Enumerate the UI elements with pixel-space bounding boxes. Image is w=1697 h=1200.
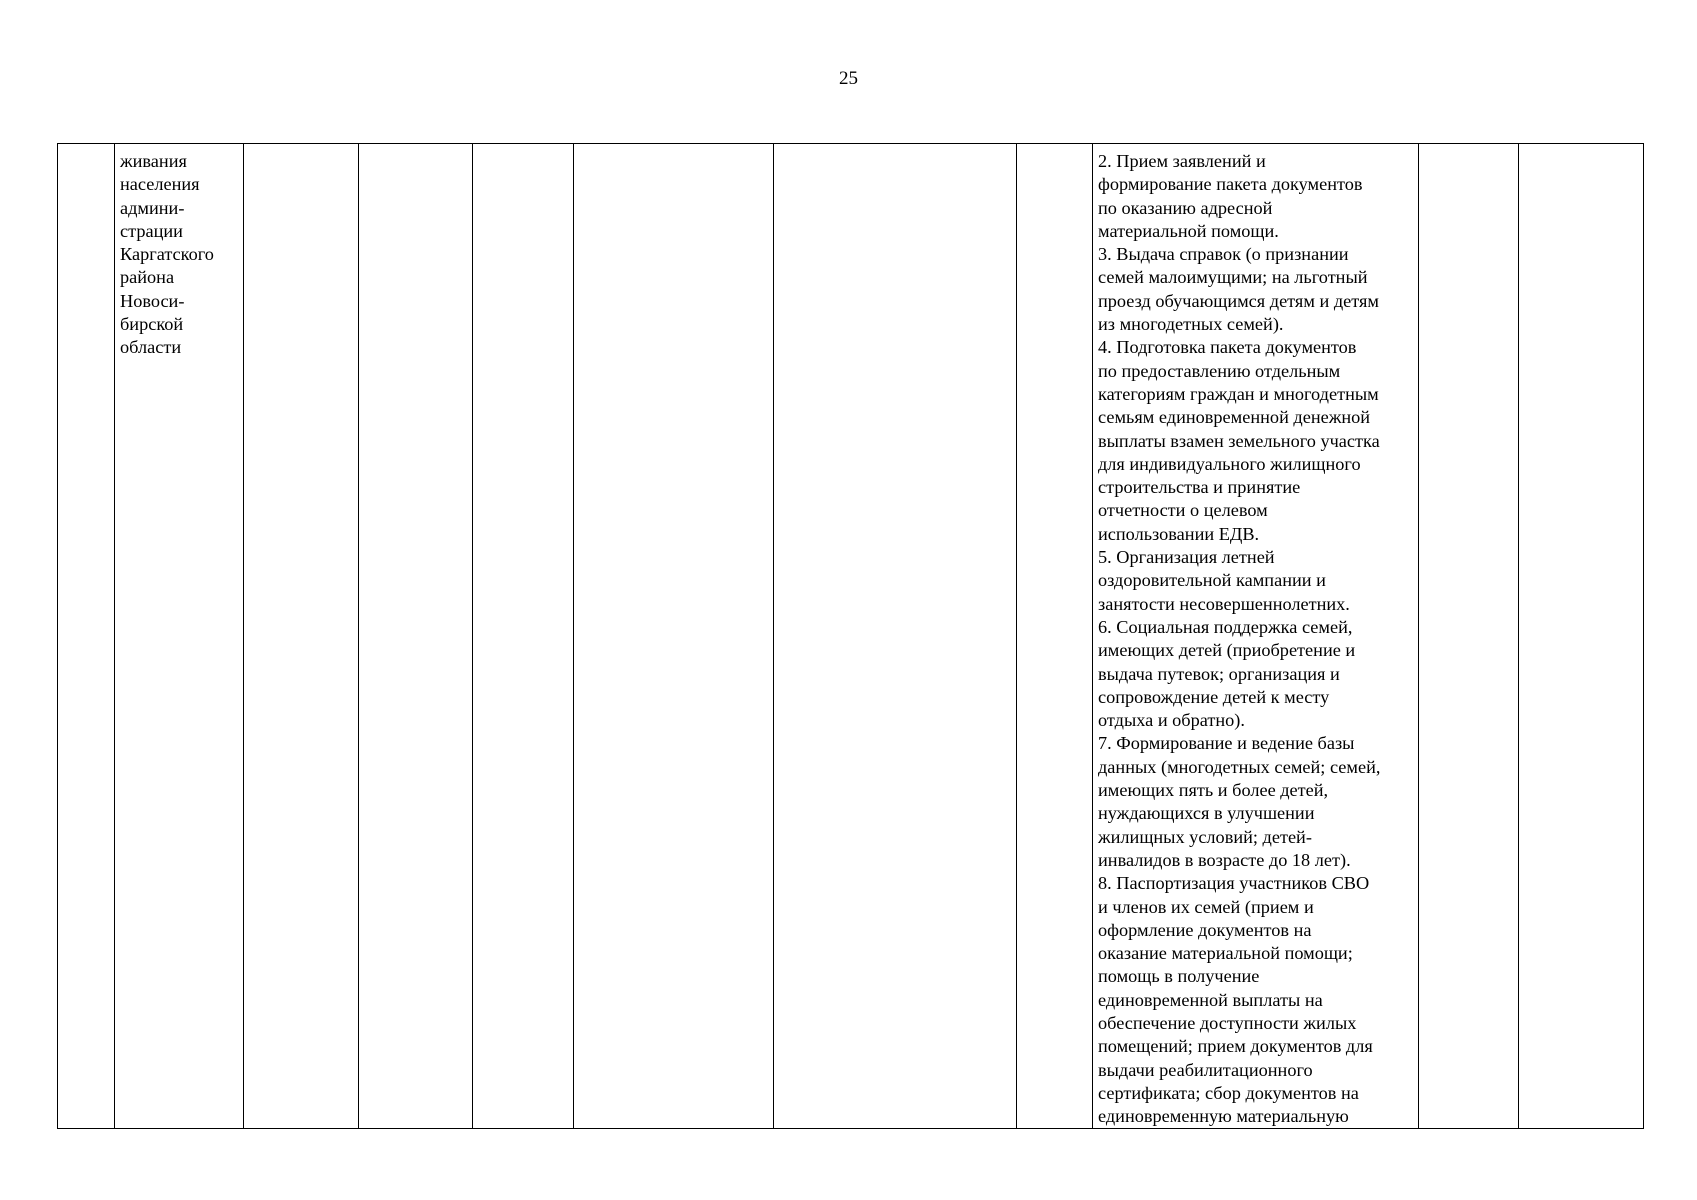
cell-organization: живания населения админи- страции Каргатского района Новоси- бирской области (115, 144, 244, 1129)
page-number: 25 (839, 68, 858, 89)
cell-col-3 (244, 144, 359, 1129)
cell-col-6 (574, 144, 774, 1129)
cell-col-11 (1519, 144, 1644, 1129)
cell-number (58, 144, 115, 1129)
cell-col-5 (473, 144, 574, 1129)
cell-col-8 (1017, 144, 1093, 1129)
cell-col-4 (359, 144, 473, 1129)
cell-col-10 (1419, 144, 1519, 1129)
cell-col-7 (774, 144, 1017, 1129)
cell-functions-list: 2. Прием заявлений и формирование пакета документов по оказанию адресной материальной помощи. 3. Выдача справок (о признании семей малоимущими; на льготный проезд обучающимся детям и детям из многодетных семей). 4. Подготовка пакета документов по предоставлению отдельным категориям граждан и многодетным семьям единовременной денежной выплаты взамен земельного участка для индивидуального жилищного строительства и принятие отчетности о целевом использовании ЕДВ. 5. Организация летней оздоровительной кампании и занятости несовершеннолетних. 6. Социальная поддержка семей, имеющих детей (приобретение и выдача путевок; организация и сопровождение детей к месту отдыха и обратно). 7. Формирование и ведение базы данных (многодетных семей; семей, имеющих пять и более детей, нуждающихся в улучшении жилищных условий; детей- инвалидов в возрасте до 18 лет). 8. Паспортизация участников СВО и членов их семей (прием и оформление документов на оказание материальной помощи; помощь в получение единовременной выплаты на обеспечение доступности жилых помещений; прием документов для выдачи реабилитационного сертификата; сбор документов на единовременную материальную (1093, 144, 1419, 1129)
table-row (58, 144, 1644, 1129)
document-table (57, 143, 1644, 1129)
